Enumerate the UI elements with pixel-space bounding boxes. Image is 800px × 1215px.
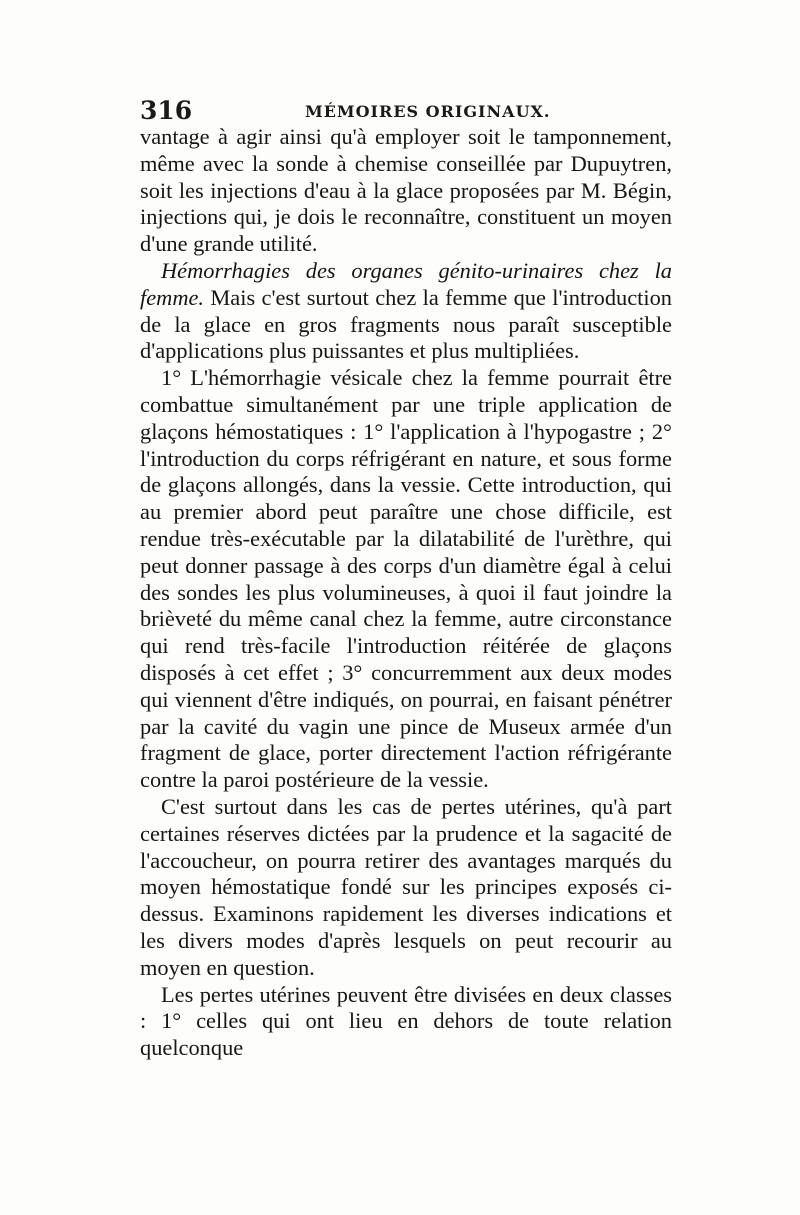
running-head	[140, 96, 672, 126]
paragraph-female-hemorrhages	[140, 258, 672, 365]
paragraph-uterine-losses: C'est surtout dans les cas de pertes utérines, qu'à part certaines réserves dictées par la prudence et la sagacité de l'accoucheur, on pourra retirer des avantages marqués du moyen hémostatique fondé sur les principes exposés ci-dessus. Examinons rapidement les diverses indications et les divers modes d'après lesquels on peut recourir au moyen en question.	[140, 793, 672, 980]
body-text	[140, 124, 672, 1062]
paragraph-classification: Les pertes utérines peuvent être divisées en deux classes : 1° celles qui ont lieu en dehors de toute relation quelconque	[140, 981, 672, 1061]
running-title: MÉMOIRES ORIGINAUX.	[305, 102, 551, 121]
paragraph-vesical-hemorrhage: 1° L'hémorrhagie vésicale chez la femme pourrait être combattue simultanément par une triple application de glaçons hémostatiques : 1° l'application à l'hypogastre ; 2° l'introduction du corps réfrigérant en nature, et sous forme de glaçons allongés, dans la vessie. Cette introduction, qui au premier abord peut paraître une chose difficile, est rendue très-exécutable par la dilatabilité de l'urèthre, qui peut donner passage à des corps d'un diamètre égal à celui des sondes les plus volumineuses, à quoi il faut joindre la brièveté du même canal chez la femme, autre circonstance qui rend très-facile l'introduction réitérée de glaçons disposés à cet effet ; 3° concurremment aux deux modes qui viennent d'être indiqués, on pourrai, en faisant pénétrer par la cavité du vagin une pince de Museux armée d'un fragment de glace, porter directement l'action réfrigérante contre la paroi postérieure de la vessie.	[140, 365, 672, 793]
paragraph-continuation: vantage à agir ainsi qu'à employer soit le tamponnement, même avec la sonde à chemise conseillée par Dupuytren, soit les injections d'eau à la glace proposées par M. Bégin, injections qui, je dois le reconnaître, constituent un moyen d'une grande utilité.	[140, 124, 672, 257]
paragraph-text: Mais c'est surtout chez la femme que l'introduction de la glace en gros fragments nous paraît susceptible d'applications plus puissantes et plus multipliées.	[140, 284, 672, 364]
page-number: 316	[140, 96, 193, 125]
section-heading: Hémorrhagies des organes génito-urinaires chez la femme.	[140, 257, 672, 310]
